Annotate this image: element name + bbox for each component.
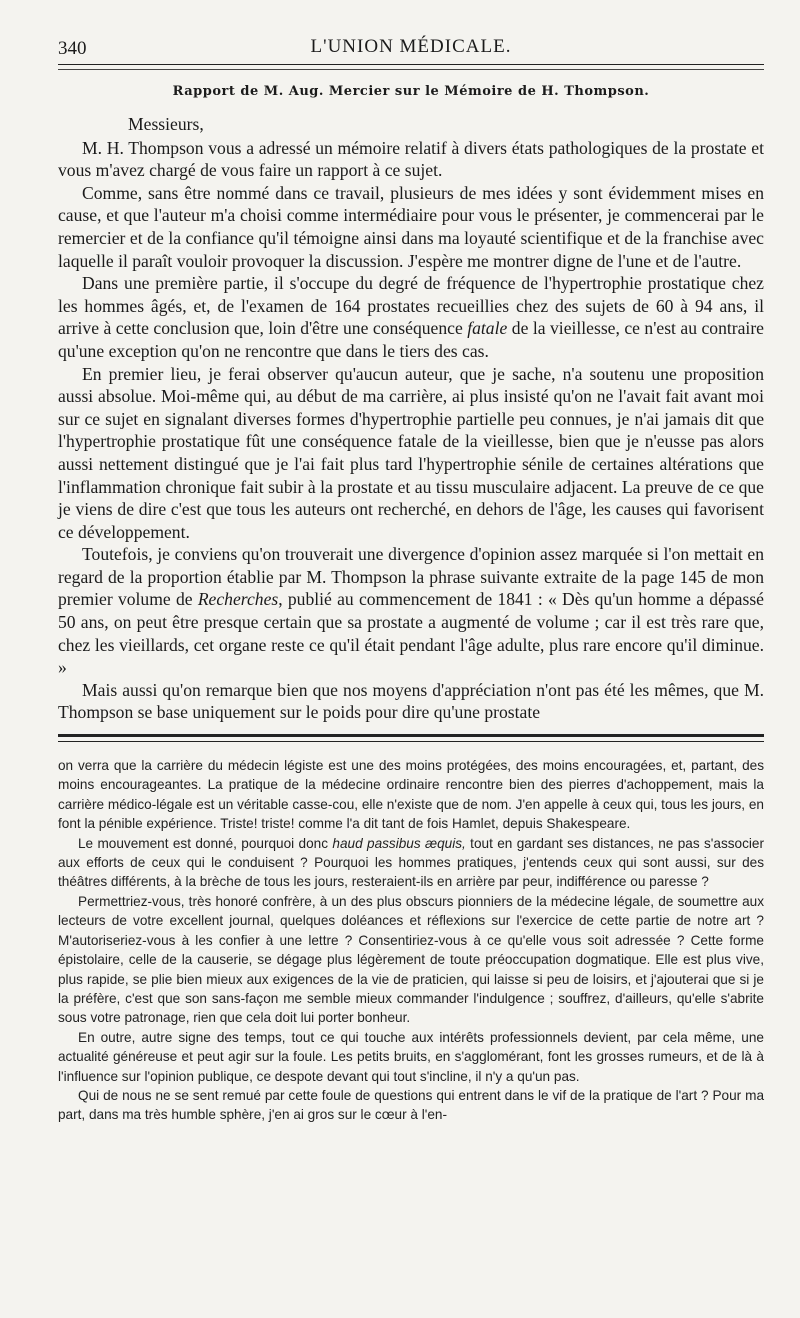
- salutation: Messieurs,: [128, 114, 204, 134]
- main-paragraph-4: En premier lieu, je ferai observer qu'aucun auteur, que je sache, n'a soutenu une proposition aussi absolue. Moi-même qui, au début de ma carrière, ai plus insisté qu'on ne l'avait fait avant moi sur ce sujet en signalant diverses formes d'hypertrophie partielle peu connues, je n'ai jamais dit que l'hypertrophie prostatique fût une conséquence fatale de la vieillesse, bien que je n'eusse pas alors aussi nettement distingué que je l'ai fait plus tard l'hypertrophie sénile de certaines altérations que l'inflammation chronique fait subir à la prostate et au tissu musculaire adjacent. La preuve de ce que je viens de dire c'est que tous les auteurs ont recherché, en dehors de l'âge, les causes qui favorisent ce développement.: [58, 363, 764, 542]
- feuilleton-text: [58, 756, 764, 1125]
- feuilleton-paragraph-2-end: tout en gardant ses distances, ne pas s'associer aux efforts de ceux qui le conduisent ? Pourquoi les hommes pratiques, j'entends ceux qui sont aussi, sur des théâtres différents, à la brèche de tous les jours, resteraient-ils en arrière par peur, indifférence ou paresse ?: [58, 835, 765, 890]
- page-number: 340: [58, 38, 87, 59]
- main-paragraph-5-italic: Recherches: [197, 589, 279, 610]
- feuilleton-paragraph-4: En outre, autre signe des temps, tout ce qui touche aux intérêts professionnels devient, par cela même, une actualité généreuse et peut agir sur la foule. Les petits bruits, en s'agglomérant, font les grosses rumeurs, et de là à l'influence sur l'opinion publique, ce despote devant qui tout s'incline, il n'y a qu'un pas.: [58, 1029, 764, 1084]
- main-paragraph-2: Comme, sans être nommé dans ce travail, plusieurs de mes idées y sont évidemment mises en cause, et que l'auteur m'a choisi comme intermédiaire pour vous le présenter, je commencerai par le remercier et de la confiance qu'il témoigne ainsi dans ma loyauté scientifique et de la franchise avec laquelle il paraît vouloir provoquer la discussion. J'espère me montrer digne de l'une et de l'autre.: [58, 182, 764, 271]
- main-paragraph-5-start: Toutefois, je conviens qu'on trouverait une divergence d'opinion assez marquée si l'on mettait en regard de la proportion établie par M. Thompson la phrase suivante extraite de la page 145 de mon premier volume de: [58, 544, 764, 610]
- running-title: L'UNION MÉDICALE.: [310, 36, 512, 57]
- main-paragraph-1: M. H. Thompson vous a adressé un mémoire relatif à divers états pathologiques de la prostate et vous m'avez chargé de vous faire un rapport à ce sujet.: [58, 137, 764, 181]
- main-paragraph-6: Mais aussi qu'on remarque bien que nos moyens d'appréciation n'ont pas été les mêmes, que M. Thompson se base uniquement sur le poids pour dire qu'une prostate: [58, 679, 764, 723]
- feuilleton-paragraph-2: [58, 834, 764, 892]
- main-paragraph-3: [58, 272, 764, 362]
- feuilleton-paragraph-5: Qui de nous ne se sent remué par cette foule de questions qui entrent dans le vif de la pratique de l'art ? Pour ma part, dans ma très humble sphère, j'en ai gros sur le cœur à l'en-: [58, 1087, 764, 1123]
- main-paragraph-3-italic: fatale: [467, 318, 508, 339]
- report-title: Rapport de M. Aug. Mercier sur le Mémoire de H. Thompson.: [172, 84, 650, 99]
- feuilleton-divider: [58, 734, 764, 742]
- page-header: [58, 30, 764, 65]
- feuilleton-paragraph-2-italic: haud passibus æquis,: [332, 835, 466, 851]
- main-paragraph-3-start: Dans une première partie, il s'occupe du degré de fréquence de l'hypertrophie prostatique chez les hommes âgés, et, de l'examen de 164 prostates recueillies chez des sujets de 60 à 94 ans, il arrive à cette conclusion que, loin d'être une conséquence: [58, 273, 764, 339]
- feuilleton-paragraph-2-start: Le mouvement est donné, pourquoi donc: [78, 835, 333, 851]
- main-paragraph-3-end: de la vieillesse, ce n'est au contraire qu'une exception qu'on ne rencontre que dans le tiers des cas.: [58, 318, 764, 361]
- main-paragraph-5: [58, 543, 764, 679]
- header-rule: [58, 69, 764, 70]
- feuilleton-paragraph-3: Permettriez-vous, très honoré confrère, à un des plus obscurs pionniers de la médecine légale, de soumettre aux lecteurs de votre excellent journal, quelques doléances et réflexions sur l'exercice de cette partie de notre art ? M'autoriseriez-vous à les confier à une lettre ? Consentiriez-vous à ce qu'elle vous soit adressée ? Cette forme épistolaire, celle de la causerie, se dégage plus légèrement de toute préoccupation dogmatique. Elle est plus vive, plus rapide, se plie bien mieux aux exigences de la vie de praticien, qui laisse si peu de loisirs, et j'ajouterai que si je la préfère, c'est que son sans-façon me semble mieux commander l'indulgence ; souffrez, d'ailleurs, qu'elle s'abrite sous votre patronage, rien que cela doit lui porter bonheur.: [58, 893, 764, 1026]
- main-paragraph-5-end: , publié au commencement de 1841 : « Dès qu'un homme a dépassé 50 ans, on peut être presque certain que sa prostate a augmenté de volume ; car il est très rare que, chez les vieillards, cet organe reste ce qu'il était pendant l'âge adulte, plus rare encore qu'il diminue. »: [58, 589, 764, 678]
- feuilleton-paragraph-1: on verra que la carrière du médecin légiste est une des moins protégées, des moins encouragées, et, partant, des moins encourageantes. La pratique de la médecine ordinaire rencontre bien des pierres d'achoppement, mais la carrière médico-légale est un véritable casse-cou, elle n'existe que de nom. J'en appelle à ceux qui, tous les jours, en font la pénible expérience. Triste! triste! comme l'a dit tant de fois Hamlet, depuis Shakespeare.: [58, 758, 764, 832]
- page: [58, 30, 764, 1125]
- main-text: [58, 113, 764, 724]
